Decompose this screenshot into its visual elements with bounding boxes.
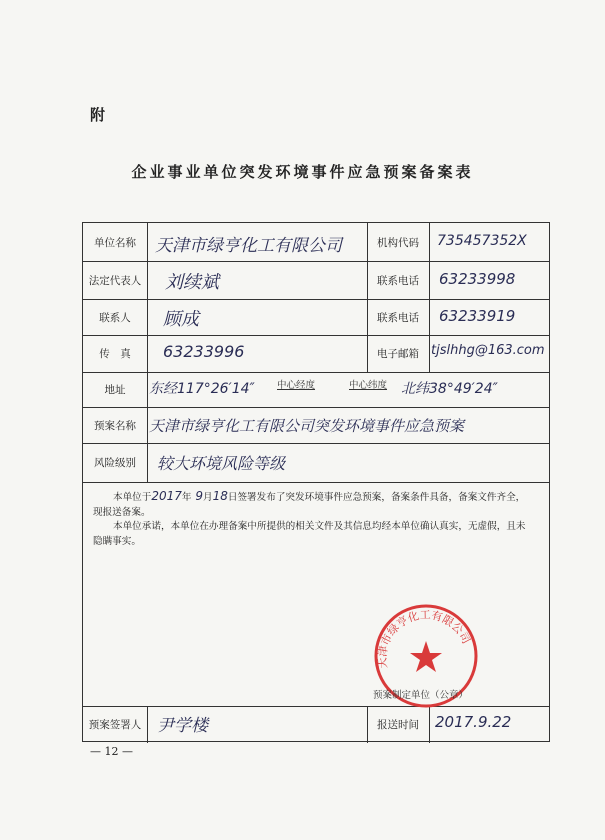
unit-name-label: 单位名称 [94, 236, 136, 249]
filer-unit-label: 预案制定单位（公章） [373, 690, 469, 701]
address-label: 地址 [104, 384, 126, 396]
legal-rep-label: 法定代表人 [88, 274, 142, 287]
fax-value: 63233996 [163, 342, 245, 361]
address-longitude-value: 东经117°26′14″ [149, 381, 255, 397]
address-latitude-value: 北纬38°49′24″ [401, 381, 498, 397]
center-latitude-label: 中心纬度 [349, 380, 388, 391]
contact-label: 联系人 [99, 311, 131, 324]
signer-value: 尹学楼 [157, 716, 208, 736]
unit-name-value: 天津市绿亨化工有限公司 [155, 236, 342, 256]
fax-label: 传 真 [99, 348, 131, 360]
contact-value: 顾成 [163, 309, 199, 330]
submit-time-label: 报送时间 [377, 719, 419, 731]
signer-label: 预案签署人 [88, 719, 142, 731]
svg-text:天津市绿亨化工有限公司: 天津市绿亨化工有限公司 [375, 608, 473, 670]
submit-time-value: 2017.9.22 [435, 713, 512, 731]
risk-level-label: 风险级别 [94, 457, 136, 469]
plan-name-value: 天津市绿亨化工有限公司突发环境事件应急预案 [149, 417, 465, 435]
email-label: 电子邮箱 [377, 348, 419, 360]
legal-rep-value: 刘续斌 [165, 272, 219, 293]
page-number: — 12 — [90, 745, 133, 758]
org-code-label: 机构代码 [377, 236, 419, 249]
phone1-value: 63233998 [439, 270, 516, 288]
page-title: 企业事业单位突发环境事件应急预案备案表 [131, 163, 474, 181]
phone1-label: 联系电话 [377, 274, 419, 287]
declaration-paragraph-2: 本单位承诺，本单位在办理备案中所提供的相关文件及其信息均经本单位确认真实，无虚假，且未隐瞒事实。 [93, 521, 526, 547]
phone2-value: 63233919 [439, 307, 516, 325]
declaration-paragraph-1: 本单位于2017年 9月18日签署发布了突发环境事件应急预案，备案条件具备，备案文件齐全，现报送备案。 [93, 489, 526, 518]
center-longitude-label: 中心经度 [277, 380, 316, 391]
attachment-mark: 附 [90, 106, 106, 124]
filing-form-table [82, 222, 550, 742]
plan-name-label: 预案名称 [94, 419, 136, 432]
phone2-label: 联系电话 [377, 311, 419, 324]
org-code-value: 735457352X [437, 233, 527, 249]
risk-level-value: 较大环境风险等级 [157, 454, 286, 473]
email-value: tjslhhg@163.com [431, 343, 545, 358]
